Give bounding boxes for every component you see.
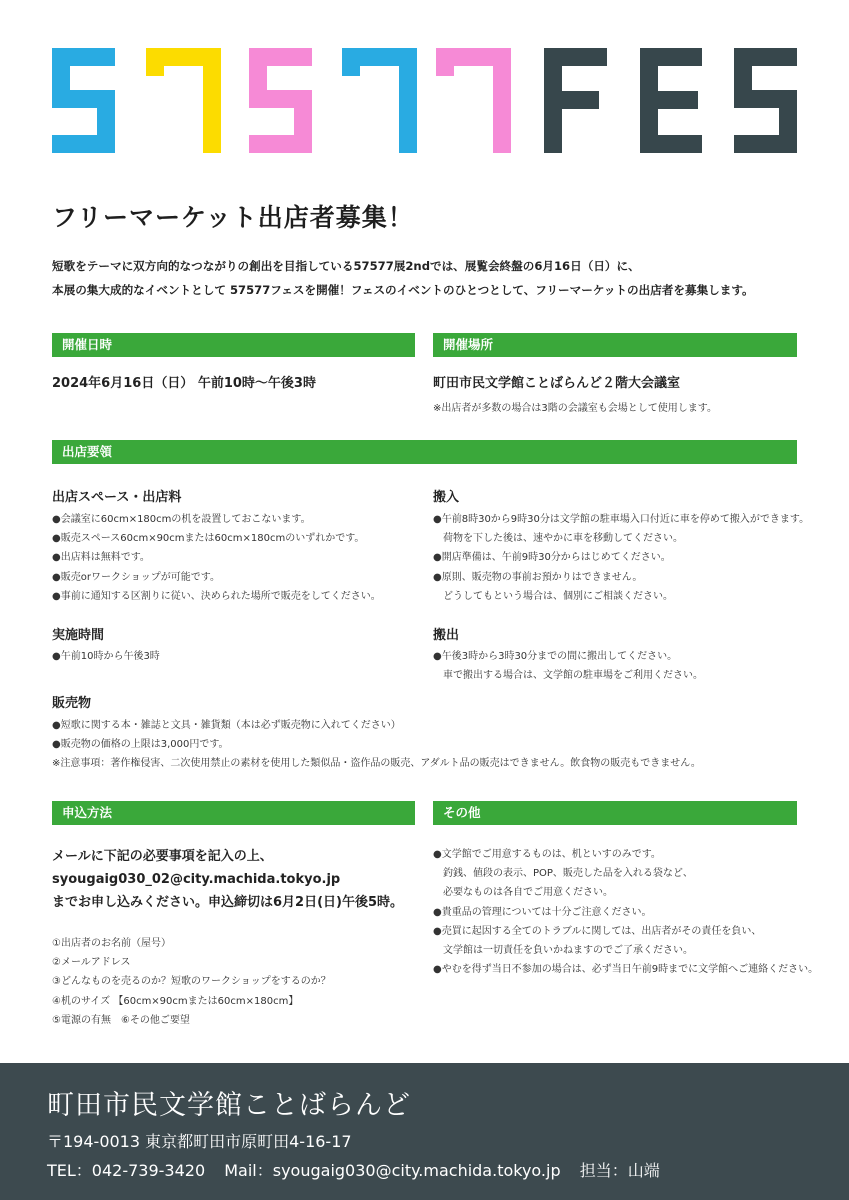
footer-tel: TEL：042-739-3420: [47, 1161, 206, 1180]
list-item: ●午前10時から午後3時: [52, 651, 160, 662]
list-item: どうしてもという場合は、個別にご相談ください。: [433, 590, 673, 602]
footer-org-name: 町田市民文学館ことばらんど: [47, 1090, 411, 1121]
list-item: 荷物を下した後は、速やかに車を移動してください。: [433, 533, 683, 545]
application-deadline: までお申し込みください。申込締切は6月2日(日)午後5時。: [52, 895, 404, 910]
fes-logo: [52, 48, 797, 153]
list-item: ●事前に通知する区割りに従い、決められた場所で販売をしてください。: [52, 590, 381, 602]
carry-in-list: [433, 510, 809, 606]
application-text: [52, 845, 403, 914]
list-item: ●販売スペース60cm×90cmまたは60cm×180cmのいずれかです。: [52, 533, 365, 545]
footer-contact-person: 担当：山端: [579, 1161, 660, 1180]
logo-letter-s: [734, 48, 797, 153]
list-item: ●出店料は無料です。: [52, 552, 150, 564]
list-item: ④机のサイズ 【60cm×90cmまたは60cm×180cm】: [52, 995, 299, 1007]
logo-digit-7-blue: [342, 48, 417, 153]
list-item: 釣銭、値段の表示、POP、販売した品を入れる袋など、: [433, 868, 693, 880]
logo-letter-f: [544, 48, 607, 153]
list-item: ●開店準備は、午前9時30分からはじめてください。: [433, 552, 671, 564]
list-item: ⑤電源の有無 ⑥その他ご要望: [52, 1014, 190, 1026]
event-venue: 町田市民文学館ことばらんど２階大会議室: [433, 376, 681, 391]
application-line: メールに下記の必要事項を記入の上、: [52, 849, 273, 864]
application-email: syougaig030_02@city.machida.tokyo.jp: [52, 872, 341, 887]
other-list: [433, 845, 818, 979]
carry-out-title: 搬出: [433, 628, 460, 643]
logo-digit-5-blue: [52, 48, 115, 153]
logo-digit-7-pink: [436, 48, 511, 153]
intro-line: 本展の集大成的なイベントとして 57577フェスを開催！フェスのイベントのひとつとして、フリーマーケットの出店者を募集します。: [52, 283, 754, 297]
space-fee-list: [52, 510, 381, 606]
list-item: 必要なものは各自でご用意ください。: [433, 887, 613, 899]
section-header-application: 申込方法: [52, 801, 415, 825]
application-fields-list: [52, 934, 331, 1030]
list-item: ●午後3時から3時30分までの間に搬出してください。: [433, 651, 678, 662]
goods-caution-note: ※注意事項：著作権侵害、二次使用禁止の素材を使用した類似品・盗作品の販売、アダルト品の販売はできません。飲食物の販売もできません。: [52, 758, 701, 770]
page-title: フリーマーケット出店者募集！: [52, 203, 414, 232]
list-item: ●販売orワークショップが可能です。: [52, 571, 220, 583]
hours-title: 実施時間: [52, 628, 105, 643]
venue-note: ※出店者が多数の場合は3階の会議室も会場として使用します。: [433, 403, 717, 414]
footer-contact: [47, 1158, 674, 1181]
list-item: ●やむを得ず当日不参加の場合は、必ず当日午前9時までに文学館へご連絡ください。: [433, 964, 819, 976]
list-item: 文学館は一切責任を負いかねますのでご了承ください。: [433, 945, 693, 957]
footer-address: 〒194-0013 東京都町田市原町田4-16-17: [47, 1132, 352, 1151]
57577fes-logo-graphic: [52, 48, 797, 153]
logo-digit-7-yellow: [146, 48, 221, 153]
list-item: ●文学館でご用意するものは、机といすのみです。: [433, 849, 661, 860]
list-item: ●貴重品の管理については十分ご注意ください。: [433, 906, 652, 918]
list-item: ●短歌に関する本・雑誌と文具・雑貨類（本は必ず販売物に入れてください）: [52, 720, 401, 731]
logo-digit-5-pink: [249, 48, 312, 153]
list-item: 車で搬出する場合は、文学館の駐車場をご利用ください。: [433, 670, 703, 682]
intro-text: [52, 254, 754, 302]
list-item: ①出店者のお名前（屋号）: [52, 938, 171, 949]
intro-line: 短歌をテーマに双方向的なつながりの創出を目指している57577展2ndでは、展覧会終盤の6月16日（日）に、: [52, 259, 640, 273]
space-fee-title: 出店スペース・出店料: [52, 490, 182, 505]
list-item: ●販売物の価格の上限は3,000円です。: [52, 739, 229, 751]
section-header-venue: 開催場所: [433, 333, 797, 357]
goods-title: 販売物: [52, 696, 92, 711]
section-header-datetime: 開催日時: [52, 333, 415, 357]
event-datetime: 2024年6月16日（日） 午前10時〜午後3時: [52, 376, 316, 391]
hours-list: [52, 647, 160, 666]
section-header-requirements: 出店要領: [52, 440, 797, 464]
list-item: ●売買に起因する全てのトラブルに関しては、出店者がその責任を負い、: [433, 925, 762, 937]
list-item: ②メールアドレス: [52, 957, 131, 969]
logo-letter-e: [640, 48, 702, 153]
footer: [0, 1063, 849, 1200]
list-item: ●午前8時30から9時30分は文学館の駐車場入口付近に車を停めて搬入ができます。: [433, 514, 810, 525]
carry-out-list: [433, 647, 703, 685]
goods-list: [52, 716, 701, 774]
list-item: ●原則、販売物の事前お預かりはできません。: [433, 571, 643, 583]
list-item: ●会議室に60cm×180cmの机を設置しておこないます。: [52, 514, 311, 525]
list-item: ③どんなものを売るのか？短歌のワークショップをするのか？: [52, 976, 331, 988]
section-header-other: その他: [433, 801, 797, 825]
carry-in-title: 搬入: [433, 490, 460, 505]
footer-mail: Mail：syougaig030@city.machida.tokyo.jp: [224, 1161, 561, 1180]
